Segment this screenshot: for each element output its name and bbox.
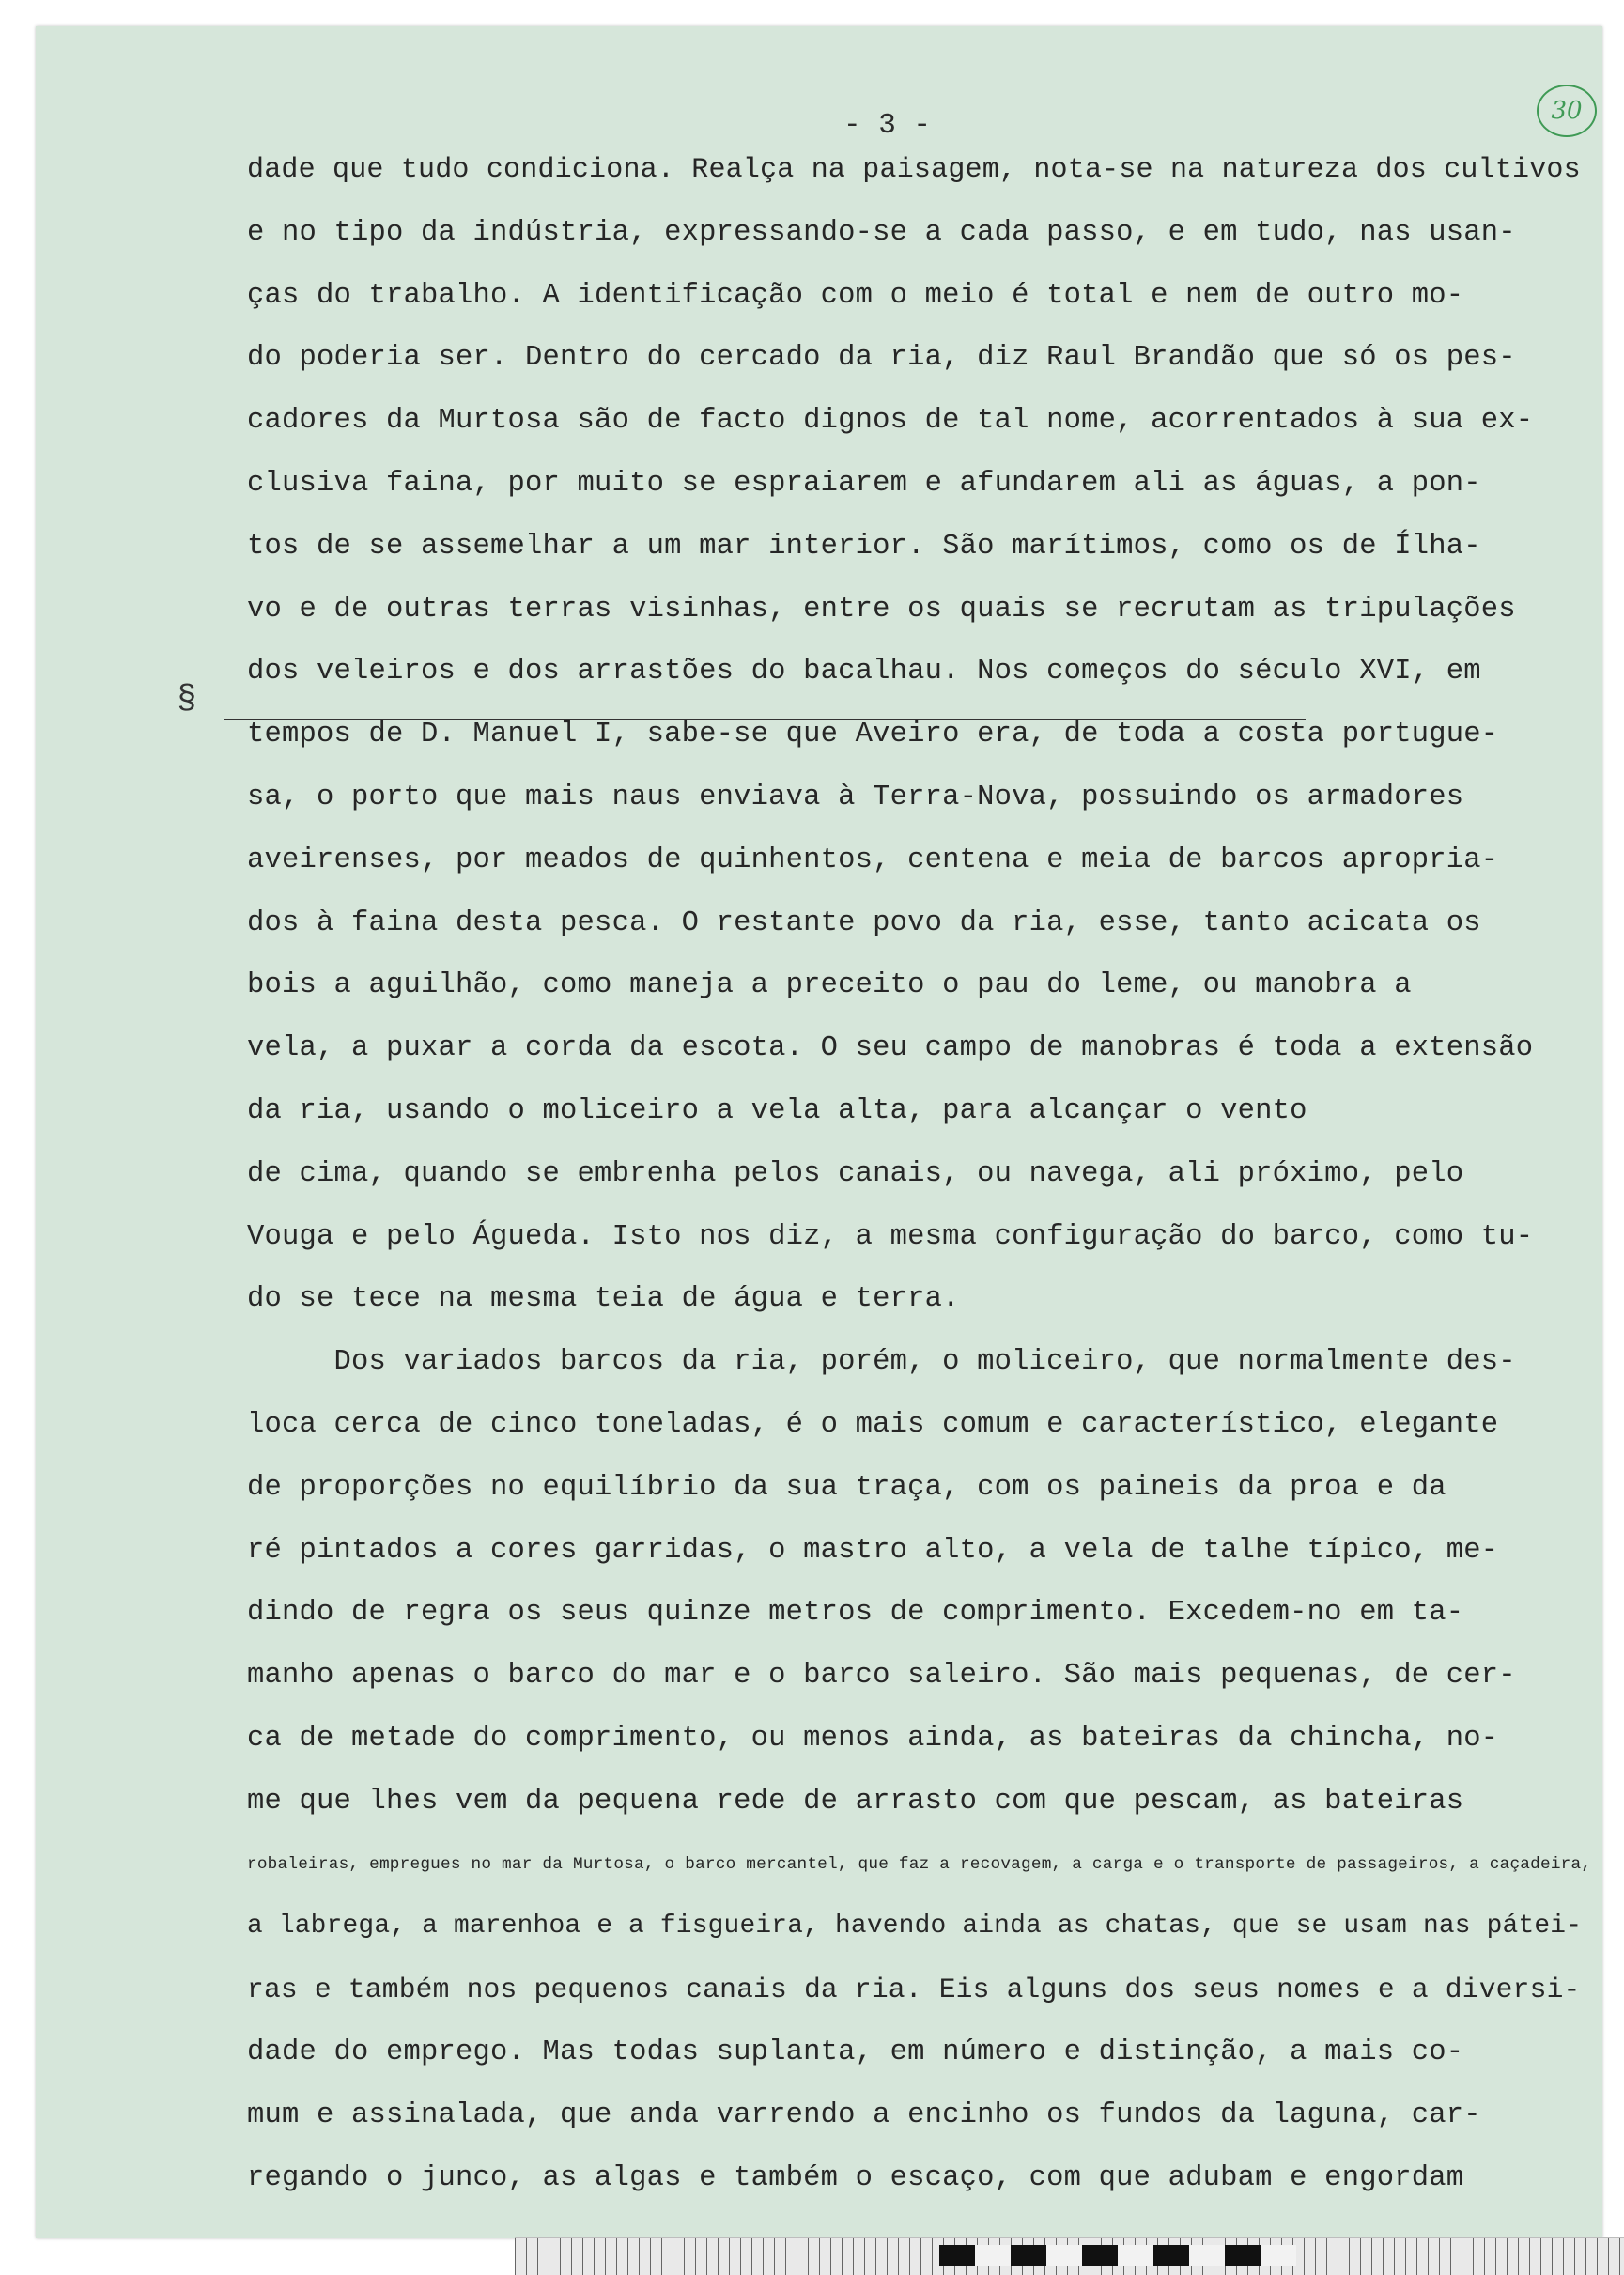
text-line: tos de se assemelhar a um mar interior. São marítimos, como os de Ílha- bbox=[247, 530, 1481, 563]
text-line: loca cerca de cinco toneladas, é o mais comum e característico, elegante bbox=[247, 1408, 1499, 1441]
text-line: cadores da Murtosa são de facto dignos de tal nome, acorrentados à sua ex- bbox=[247, 405, 1534, 438]
text-line: sa, o porto que mais naus enviava à Terra-Nova, possuindo os armadores bbox=[247, 781, 1464, 813]
text-line: tempos de D. Manuel I, sabe-se que Aveiro era, de toda a costa portugue- bbox=[247, 719, 1499, 751]
typescript-body bbox=[247, 139, 1592, 2209]
text-line: regando o junco, as algas e também o escaço, com que adubam e engordam bbox=[247, 2161, 1464, 2194]
scan-ruler-scale bbox=[939, 2245, 1296, 2266]
text-line: manho apenas o barco do mar e o barco saleiro. São mais pequenas, de cer- bbox=[247, 1660, 1516, 1693]
text-line: dade que tudo condiciona. Realça na paisagem, nota-se na natureza dos cultivos bbox=[247, 154, 1581, 186]
text-line: e no tipo da indústria, expressando-se a cada passo, e em tudo, nas usan- bbox=[247, 216, 1516, 249]
text-line: me que lhes vem da pequena rede de arrasto com que pescam, as bateiras bbox=[247, 1785, 1464, 1818]
text-line: Dos variados barcos da ria, porém, o moliceiro, que normalmente des- bbox=[247, 1346, 1516, 1379]
text-line: ças do trabalho. A identificação com o meio é total e nem de outro mo- bbox=[247, 279, 1464, 312]
text-line: do se tece na mesma teia de água e terra. bbox=[247, 1283, 960, 1316]
text-line: de proporções no equilíbrio da sua traça, com os paineis da proa e da bbox=[247, 1471, 1446, 1504]
text-line: da ria, usando o moliceiro a vela alta, para alcançar o vento bbox=[247, 1094, 1307, 1127]
text-line: do poderia ser. Dentro do cercado da ria, diz Raul Brandão que só os pes- bbox=[247, 342, 1516, 375]
text-line: ras e também nos pequenos canais da ria. Eis alguns dos seus nomes e a diversi- bbox=[247, 1973, 1581, 2006]
text-line: a labrega, a marenhoa e a fisgueira, havendo ainda as chatas, que se usam nas pátei- bbox=[247, 1911, 1583, 1942]
text-line: ca de metade do comprimento, ou menos ainda, as bateiras da chincha, no- bbox=[247, 1722, 1499, 1755]
text-line: mum e assinalada, que anda varrendo a encinho os fundos da laguna, car- bbox=[247, 2098, 1481, 2131]
text-line: vela, a puxar a corda da escota. O seu campo de manobras é toda a extensão bbox=[247, 1032, 1534, 1065]
text-line: dos veleiros e dos arrastões do bacalhau. Nos começos do século XVI, em bbox=[247, 656, 1481, 689]
text-line: dos à faina desta pesca. O restante povo da ria, esse, tanto acicata os bbox=[247, 906, 1481, 939]
text-line: de cima, quando se embrenha pelos canais, ou navega, ali próximo, pelo bbox=[247, 1157, 1464, 1190]
text-line: ré pintados a cores garridas, o mastro alto, a vela de talhe típico, me- bbox=[247, 1534, 1499, 1567]
text-line: dindo de regra os seus quinze metros de comprimento. Excedem-no em ta- bbox=[247, 1597, 1464, 1630]
section-mark: § bbox=[177, 680, 197, 719]
text-line: vo e de outras terras visinhas, entre os quais se recrutam as tripulações bbox=[247, 593, 1516, 626]
text-line: aveirenses, por meados de quinhentos, centena e meia de barcos apropria- bbox=[247, 843, 1499, 876]
text-line: bois a aguilhão, como maneja a preceito o pau do leme, ou manobra a bbox=[247, 969, 1412, 1002]
text-line: clusiva faina, por muito se espraiarem e afundarem ali as águas, a pon- bbox=[247, 467, 1481, 500]
text-line: Vouga e pelo Águeda. Isto nos diz, a mesma configuração do barco, como tu- bbox=[247, 1220, 1534, 1253]
text-line: dade do emprego. Mas todas suplanta, em número e distinção, a mais co- bbox=[247, 2035, 1464, 2068]
text-line: robaleiras, empregues no mar da Murtosa, o barco mercantel, que faz a recovagem, a carga e o transporte de passageiros, a caçadeira, bbox=[247, 1854, 1592, 1874]
archive-page-number: 30 bbox=[1537, 85, 1597, 137]
page-number: - 3 - bbox=[843, 109, 932, 142]
